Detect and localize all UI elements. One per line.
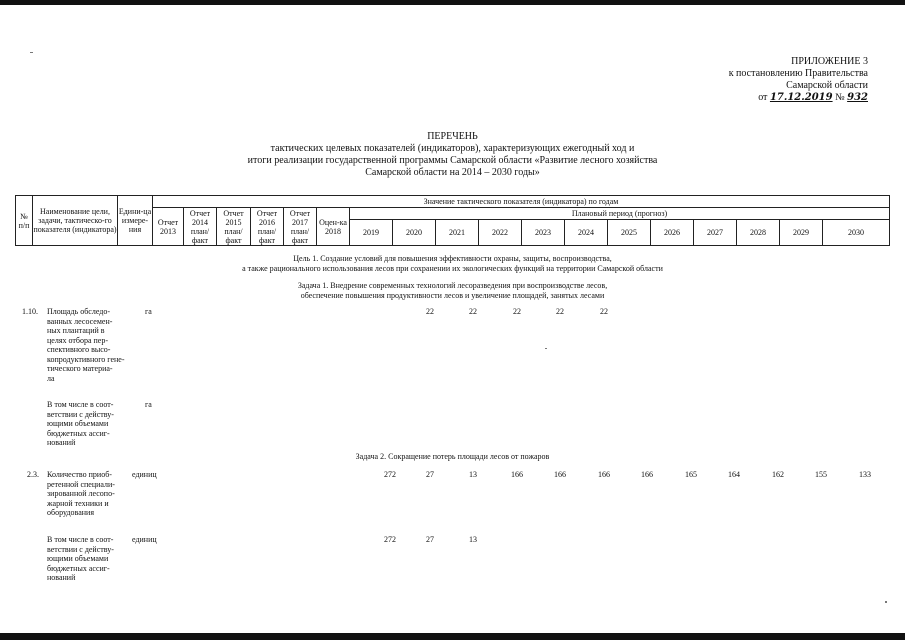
unit-cell: га bbox=[145, 400, 152, 409]
scan-top-border bbox=[0, 0, 905, 5]
col-header-year: Отчет 2013 bbox=[153, 208, 184, 246]
indicator-name-line: ретенной специали- bbox=[47, 479, 115, 489]
col-header-year: 2019 bbox=[350, 220, 393, 246]
value-cell: 22 bbox=[513, 307, 521, 316]
task-heading: обеспечение повышения продуктивности лесов и увеличение площадей, занятых лесами bbox=[300, 291, 605, 300]
indicator-name-line: оборудования bbox=[47, 508, 94, 517]
indicator-name-line: жарной техники и bbox=[47, 498, 109, 508]
col-header-year: 2024 bbox=[565, 220, 608, 246]
task-heading: Задача 1. Внедрение современных технологий лесоразведения при воспроизводстве лесов, bbox=[297, 281, 608, 290]
value-cell: 166 bbox=[554, 470, 566, 479]
value-cell: 13 bbox=[469, 470, 477, 479]
unit-cell: единиц bbox=[132, 535, 157, 544]
goal-line: а также рационального использования лесов при сохранении их экологических функций на территории Самарской области bbox=[242, 264, 663, 273]
title-line: тактических целевых показателей (индикаторов), характеризующих ежегодный ход и bbox=[270, 143, 635, 154]
col-header-year: 2029 bbox=[780, 220, 823, 246]
value-cell: 166 bbox=[598, 470, 610, 479]
indicator-name-line: ла bbox=[47, 373, 55, 383]
scan-speck bbox=[30, 52, 33, 53]
value-cell: 272 bbox=[384, 535, 396, 544]
indicator-name bbox=[47, 400, 114, 448]
title-line: Самарской области на 2014 – 2030 годы» bbox=[365, 167, 540, 178]
indicators-table-header bbox=[15, 195, 890, 246]
value-cell: 22 bbox=[600, 307, 608, 316]
indicator-name-line: ветствии с действу- bbox=[47, 544, 114, 554]
value-cell: 165 bbox=[685, 470, 697, 479]
indicator-name-line: ных плантаций в bbox=[47, 326, 105, 335]
title-heading: ПЕРЕЧЕНЬ bbox=[427, 131, 478, 142]
indicator-name-line: бюджетных ассиг- bbox=[47, 563, 110, 573]
col-header-year: Оцен-ка 2018 bbox=[317, 208, 350, 246]
indicator-name-line: бюджетных ассиг- bbox=[47, 428, 110, 438]
col-header-number: № п/п bbox=[16, 196, 33, 246]
col-header-year: 2020 bbox=[393, 220, 436, 246]
appendix-resolution: к постановлению Правительства bbox=[728, 68, 868, 79]
value-cell: 166 bbox=[641, 470, 653, 479]
value-cell: 27 bbox=[426, 535, 434, 544]
col-header-year: 2022 bbox=[479, 220, 522, 246]
col-header-year: 2027 bbox=[694, 220, 737, 246]
value-cell: 272 bbox=[384, 470, 396, 479]
col-header-year: 2025 bbox=[608, 220, 651, 246]
col-header-planned-period: Плановый период (прогноз) bbox=[350, 208, 890, 220]
col-header-year: 2021 bbox=[436, 220, 479, 246]
indicator-name-line: ющими объемами bbox=[47, 419, 109, 428]
col-header-values-group: Значение тактического показателя (индикатора) по годам bbox=[153, 196, 890, 208]
indicator-name bbox=[47, 307, 125, 383]
row-number: 1.10. bbox=[22, 307, 38, 316]
value-cell: 133 bbox=[859, 470, 871, 479]
handwritten-number: 932 bbox=[847, 92, 868, 103]
indicator-name-line: копродуктивного гене- bbox=[47, 354, 125, 364]
value-cell: 166 bbox=[511, 470, 523, 479]
col-header-year: 2023 bbox=[522, 220, 565, 246]
indicator-name-line: ванных лесосемен- bbox=[47, 316, 113, 326]
col-header-year: 2030 bbox=[823, 220, 890, 246]
document-title bbox=[0, 131, 905, 179]
col-header-year: Отчет 2016 план/ факт bbox=[251, 208, 284, 246]
value-cell: 162 bbox=[772, 470, 784, 479]
number-prefix: № bbox=[835, 92, 845, 103]
indicator-name-line: В том числе в соот- bbox=[47, 400, 114, 409]
col-header-year: Отчет 2014 план/ факт bbox=[184, 208, 217, 246]
indicator-name-line: целях отбора пер- bbox=[47, 335, 109, 345]
handwritten-date: 17.12.2019 bbox=[769, 92, 833, 103]
indicator-name-line: ющими объемами bbox=[47, 554, 109, 563]
col-header-year: Отчет 2017 план/ факт bbox=[284, 208, 317, 246]
task-heading: Задача 2. Сокращение потерь площади лесов от пожаров bbox=[355, 452, 550, 461]
value-cell: 27 bbox=[426, 470, 434, 479]
row-number: 2.3. bbox=[27, 470, 39, 479]
appendix-date-line bbox=[729, 92, 868, 104]
indicator-name-line: В том числе в соот- bbox=[47, 535, 114, 544]
indicator-name-line: зированной лесопо- bbox=[47, 489, 115, 498]
col-header-year: Отчет 2015 план/ факт bbox=[217, 208, 251, 246]
scan-bottom-border bbox=[0, 633, 905, 640]
title-line: итоги реализации государственной программы Самарской области «Развитие лесного хозяйства bbox=[247, 155, 658, 166]
scan-speck bbox=[545, 348, 547, 349]
indicator-name-line: нований bbox=[47, 438, 76, 447]
date-prefix: от bbox=[758, 92, 768, 103]
indicator-name-line: Площадь обследо- bbox=[47, 307, 110, 316]
indicator-name-line: ветствии с действу- bbox=[47, 409, 114, 419]
value-cell: 164 bbox=[728, 470, 740, 479]
col-header-name: Наименование цели, задачи, тактическо-го показателя (индикатора) bbox=[33, 196, 118, 246]
value-cell: 155 bbox=[815, 470, 827, 479]
scan-speck bbox=[885, 601, 887, 603]
unit-cell: единиц bbox=[132, 470, 157, 479]
indicator-name bbox=[47, 470, 115, 518]
value-cell: 22 bbox=[556, 307, 564, 316]
indicator-name bbox=[47, 535, 114, 583]
goal-line: Цель 1. Создание условий для повышения эффективности охраны, защиты, воспроизводства, bbox=[293, 254, 612, 263]
unit-cell: га bbox=[145, 307, 152, 316]
value-cell: 22 bbox=[469, 307, 477, 316]
appendix-region: Самарской области bbox=[786, 80, 868, 91]
value-cell: 22 bbox=[426, 307, 434, 316]
col-header-year: 2026 bbox=[651, 220, 694, 246]
indicator-name-line: Количество приоб- bbox=[47, 470, 112, 479]
value-cell: 13 bbox=[469, 535, 477, 544]
indicator-name-line: спективного высо- bbox=[47, 345, 111, 354]
col-header-unit: Едини-ца измере-ния bbox=[118, 196, 153, 246]
appendix-title: ПРИЛОЖЕНИЕ 3 bbox=[791, 56, 868, 67]
col-header-year: 2028 bbox=[737, 220, 780, 246]
indicator-name-line: нований bbox=[47, 573, 76, 582]
indicator-name-line: тического материа- bbox=[47, 364, 113, 373]
appendix-block bbox=[729, 56, 868, 104]
